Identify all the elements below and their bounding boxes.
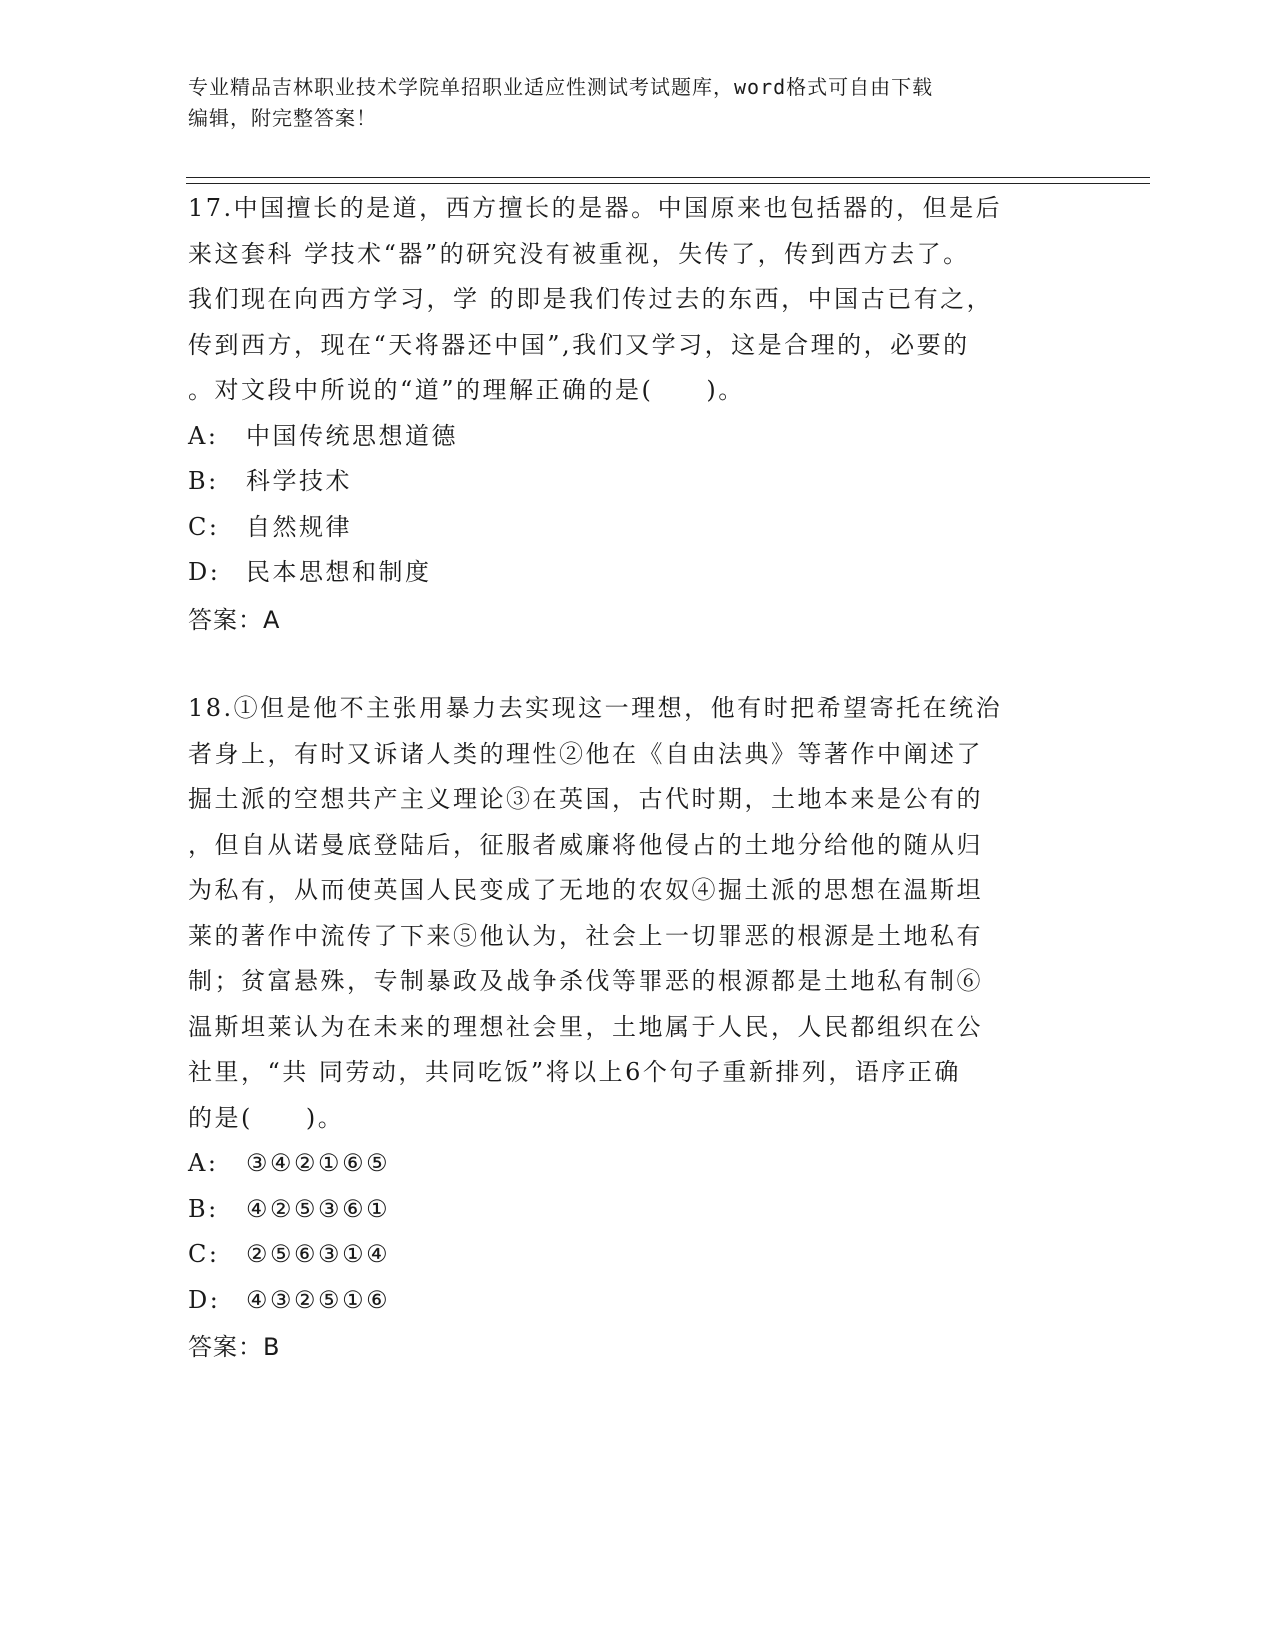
option-letter: B: [188,467,219,495]
question-line: 者身上，有时又诉诸人类的理性②他在《自由法典》等著作中阐述了 [188,739,983,768]
option-a [188,1141,1078,1187]
header-line-1: 专业精品吉林职业技术学院单招职业适应性测试考试题库，word格式可自由下载 [188,75,934,99]
option-text: ②⑤⑥③①④ [246,1240,391,1268]
option-text: ④②⑤③⑥① [246,1194,391,1223]
option-letter: C: [188,512,220,541]
header-line-2: 编辑，附完整答案！ [188,106,377,130]
question-line: 温斯坦莱认为在未来的理想社会里，土地属于人民，人民都组织在公 [188,1012,983,1041]
option-text: ④③②⑤①⑥ [246,1285,391,1314]
question-line: 莱的著作中流传了下来⑤他认为，社会上一切罪恶的根源是土地私有 [188,921,983,950]
header-rule-bottom [186,183,1150,184]
question-18 [188,686,1078,1371]
option-letter: C: [188,1240,220,1268]
option-text: 科学技术 [246,467,352,495]
question-text [188,186,1078,414]
header-rule-top [186,177,1150,178]
option-c [188,505,1078,551]
question-line: 掘土派的空想共产主义理论③在英国，古代时期，土地本来是公有的 [188,785,983,813]
option-b [188,459,1078,505]
question-line: 的是( )。 [188,1103,345,1132]
option-letter: A: [188,421,219,450]
option-letter: D: [188,1285,221,1314]
question-line: 制；贫富悬殊，专制暴政及战争杀伐等罪恶的根源都是土地私有制⑥ [188,967,983,995]
question-line: ，但自从诺曼底登陆后，征服者威廉将他侵占的土地分给他的随从归 [188,830,983,859]
option-letter: A: [188,1149,219,1177]
question-line: 来这套科 学技术“器”的研究没有被重视，失传了，传到西方去了。 [188,239,970,268]
question-line: 17.中国擅长的是道，西方擅长的是器。中国原来也包括器的，但是后 [188,194,1003,222]
option-text: 民本思想和制度 [246,558,432,586]
option-a [188,414,1078,460]
question-line: 18.①但是他不主张用暴力去实现这一理想，他有时把希望寄托在统治 [188,694,1003,722]
option-c [188,1232,1078,1278]
question-line: 社里，“共 同劳动，共同吃饭”将以上6个句子重新排列，语序正确 [188,1058,961,1086]
option-letter: B: [188,1194,219,1223]
question-text [188,686,1078,1141]
question-line: 。对文段中所说的“道”的理解正确的是( )。 [188,376,745,404]
question-line: 传到西方，现在“天将器还中国”,我们又学习，这是合理的，必要的 [188,330,970,359]
question-17 [188,186,1078,643]
page-header [188,72,1068,134]
answer-line: 答案：A [188,605,281,634]
option-text: ③④②①⑥⑤ [246,1149,391,1177]
answer-line: 答案：B [188,1333,281,1361]
question-line: 我们现在向西方学习，学 的即是我们传过去的东西，中国古已有之， [188,285,994,313]
question-line: 为私有，从而使英国人民变成了无地的农奴④掘土派的思想在温斯坦 [188,876,983,904]
option-letter: D: [188,558,221,586]
option-text: 自然规律 [246,512,352,541]
option-d [188,550,1078,596]
option-b [188,1187,1078,1233]
option-text: 中国传统思想道德 [246,421,458,450]
option-d [188,1278,1078,1324]
